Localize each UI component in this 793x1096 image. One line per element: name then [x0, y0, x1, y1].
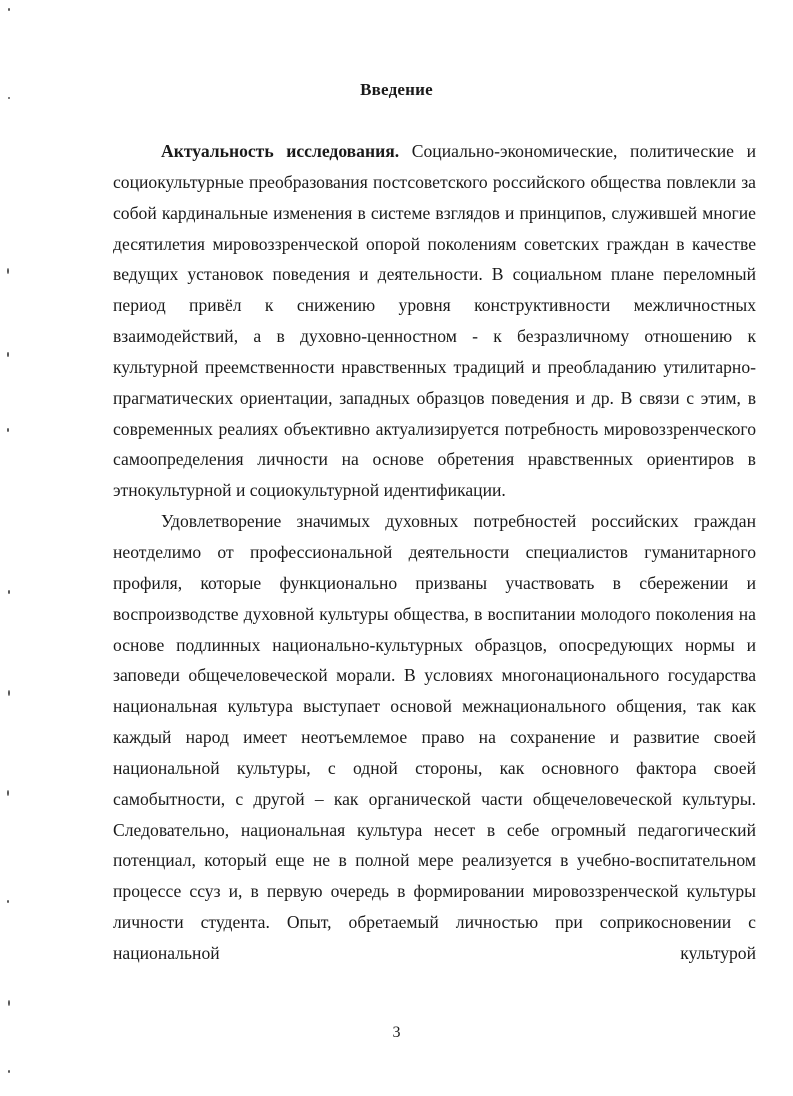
page-number: 3: [392, 1024, 401, 1041]
scan-artifact: [7, 268, 9, 274]
scan-artifact: [8, 97, 10, 99]
scan-artifact: [7, 352, 9, 357]
paragraph-needs: [113, 506, 756, 969]
scan-artifact: [7, 428, 9, 432]
scan-artifact: [8, 1070, 10, 1073]
paragraph-text: Социально-экономические, политические и социокультурные преобразования постсоветского российского общества повлекли за собой кардинальные изменения в системе взглядов и принципов, служившей многие десятилетия мировоззренческой опорой поколениям советских граждан в качестве ведущих установок поведения и деятельности. В социальном плане переломный период привёл к снижению уровня конструктивности межличностных взаимодействий, а в духовно-ценностном - к безразличному отношению к культурной преемственности нравственных традиций и преобладанию утилитарно-прагматических ориентации, западных образцов поведения и др. В связи с этим, в современных реалиях объективно актуализируется потребность мировоззренческого самоопределения личности на основе обретения нравственных ориентиров в этнокультурной и социокультурной идентификации.: [113, 141, 756, 501]
scan-artifact: [7, 900, 9, 903]
paragraph-relevance: [113, 136, 756, 506]
paragraph-lead: Актуальность исследования.: [161, 141, 400, 161]
paragraph-text: Удовлетворение значимых духовных потребностей российских граждан неотделимо от профессиональной деятельности специалистов гуманитарного профиля, которые функционально призваны участвовать в сбережении и воспроизводстве духовной культуры общества, в воспитании молодого поколения на основе подлинных национально-культурных образцов, опосредующих нормы и заповеди общечеловеческой морали. В условиях многонационального государства национальная культура выступает основой межнационального общения, так как каждый народ имеет неотъемлемое право на сохранение и развитие своей национальной культуры, с одной стороны, как основного фактора своей самобытности, с другой – как органической части общечеловеческой культуры. Следовательно, национальная культура несет в себе огромный педагогический потенциал, который еще не в полной мере реализуется в учебно-воспитательном процессе ссуз и, в первую очередь в формировании мировоззренческой культуры личности студента. Опыт, обретаемый личностью при соприкосновении с национальной культурой: [113, 511, 756, 963]
scan-artifact: [8, 8, 10, 11]
section-heading: Введение: [360, 80, 433, 99]
body-text: [113, 136, 756, 969]
scan-artifact: [8, 1000, 10, 1006]
scan-artifact: [7, 790, 9, 796]
scan-artifact: [8, 590, 10, 594]
scan-artifact: [8, 690, 10, 696]
